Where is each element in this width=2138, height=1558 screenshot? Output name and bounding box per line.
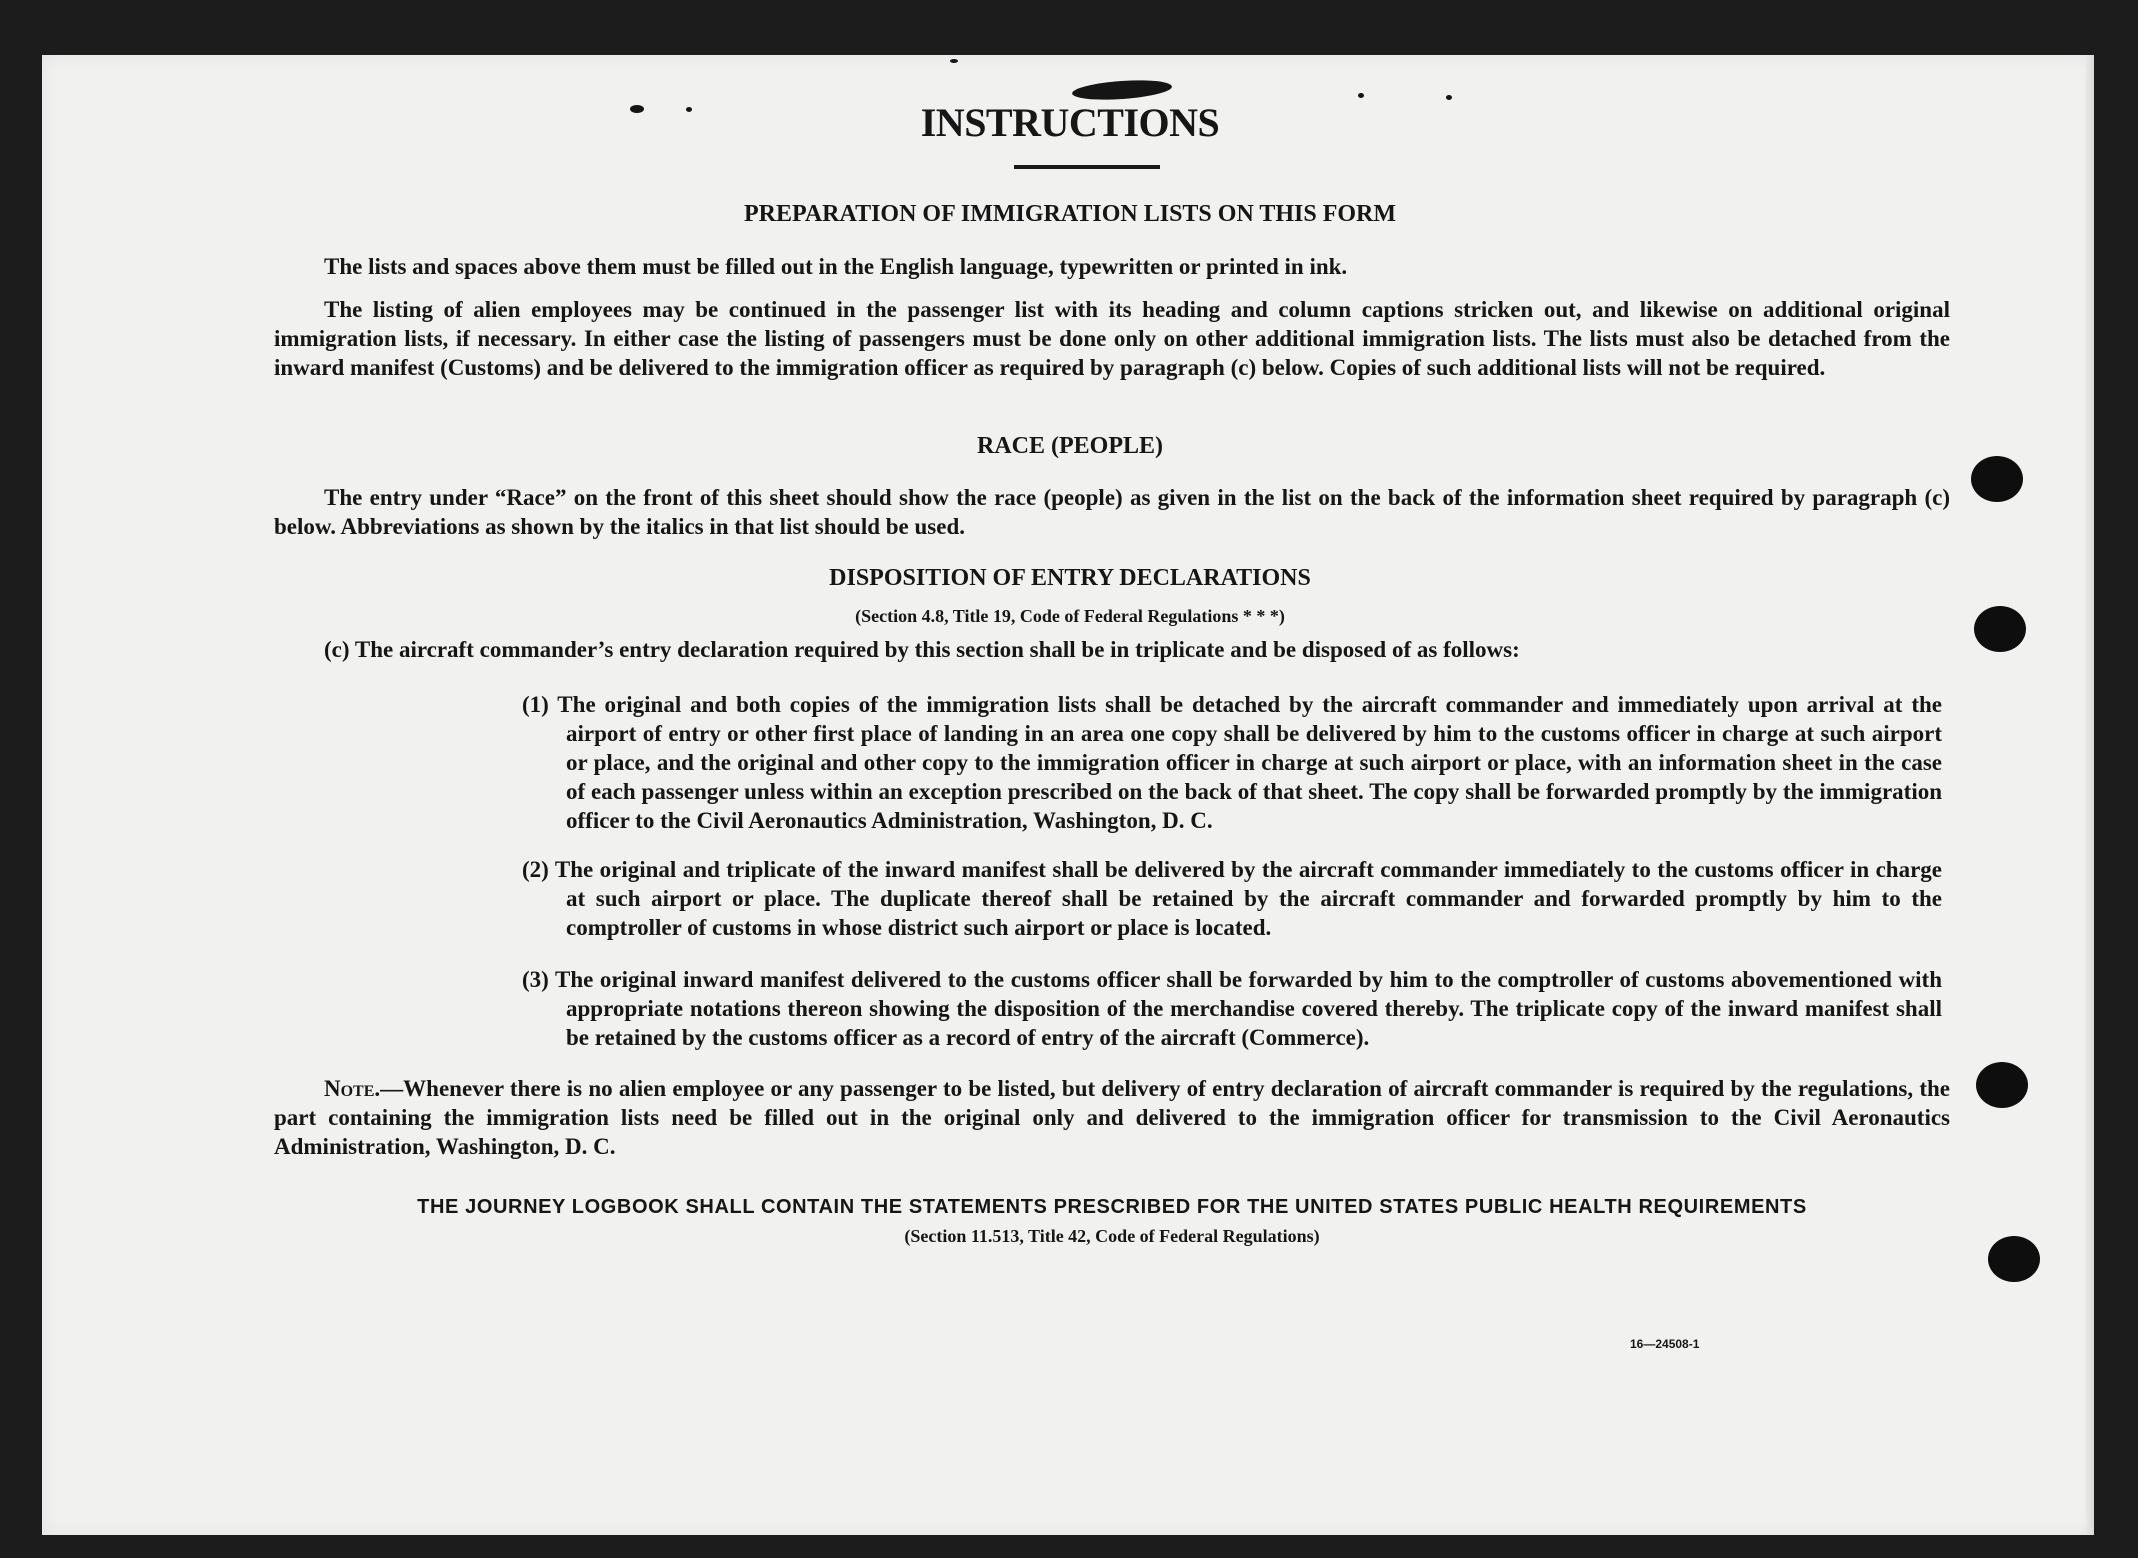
punch-hole [1976, 1062, 2028, 1108]
document-sheet [42, 55, 2094, 1535]
heading-race: RACE (PEOPLE) [977, 433, 1163, 459]
paragraph-race: The entry under “Race” on the front of this sheet should show the race (people) as given in the list on the back of the information sheet required by paragraph (c) below. Abbreviations as shown by the italics in that list should be used. [274, 485, 1950, 539]
page-title: INSTRUCTIONS [920, 100, 1220, 145]
ink-speck [1358, 93, 1364, 98]
paragraph-c-intro: (c) The aircraft commander’s entry declaration required by this section shall be in triplicate and be disposed of as follows: [324, 637, 1520, 662]
paragraph-alien-employees: The listing of alien employees may be continued in the passenger list with its heading and column captions stricken out, and likewise on additional original immigration lists, if necessary. In either case the listing of passengers must be done only on other additional immigration lists. The lists must also be detached from the inward manifest (Customs) and be delivered to the immigration officer as required by paragraph (c) below. Copies of such additional lists will not be required. [274, 297, 1950, 380]
sheet-edge [2086, 55, 2094, 1535]
punch-hole [1971, 456, 2023, 502]
heading-preparation: PREPARATION OF IMMIGRATION LISTS ON THIS FORM [743, 201, 1397, 227]
form-number: 16—24508-1 [1630, 1337, 1700, 1351]
subheading-section-4-8: (Section 4.8, Title 19, Code of Federal Regulations * * *) [855, 606, 1285, 626]
note-text: —Whenever there is no alien employee or any passenger to be listed, but delivery of entry declaration of aircraft commander is required by the regulations, the part containing the immigration lists need be filled out in the original only and delivered to the immigration officer for transmission to the Civil Aeronautics Administration, Washington, D. C. [274, 1076, 1950, 1159]
note-label: Note. [324, 1076, 381, 1101]
footer-section-11-513: (Section 11.513, Title 42, Code of Federal Regulations) [904, 1226, 1320, 1246]
heading-disposition: DISPOSITION OF ENTRY DECLARATIONS [829, 565, 1311, 591]
list-item-1: (1) The original and both copies of the immigration lists shall be detached by the aircraft commander and immediately upon arrival at the airport of entry or other first place of landing in an area one copy shall be delivered by him to the customs officer in charge at such airport or place, and the original and other copy to the immigration officer in charge at such airport or place, with an information sheet in the case of each passenger unless within an exception prescribed on the back of that sheet. The copy shall be forwarded promptly by the immigration officer to the Civil Aeronautics Administration, Washington, D. C. [522, 692, 1942, 833]
punch-hole [1988, 1236, 2040, 1282]
ink-speck [950, 59, 958, 63]
title-underline [1014, 165, 1160, 169]
punch-hole [1974, 606, 2026, 652]
list-item-2: (2) The original and triplicate of the inward manifest shall be delivered by the aircraft commander immediately to the customs officer in charge at such airport or place. The duplicate thereof shall be retained by the aircraft commander and forwarded promptly by him to the comptroller of customs in whose district such airport or place is located. [522, 857, 1942, 940]
footer-logbook-line: THE JOURNEY LOGBOOK SHALL CONTAIN THE STATEMENTS PRESCRIBED FOR THE UNITED STATES PUBLIC HEALTH REQUIREMENTS [417, 1196, 1807, 1218]
list-item-3: (3) The original inward manifest delivered to the customs officer shall be forwarded by him to the comptroller of customs abovementioned with appropriate notations thereon showing the disposition of the merchandise covered thereby. The triplicate copy of the inward manifest shall be retained by the customs officer as a record of entry of the aircraft (Commerce). [522, 967, 1942, 1050]
note-paragraph [274, 1074, 1950, 1161]
paragraph-language: The lists and spaces above them must be filled out in the English language, typewritten or printed in ink. [324, 254, 1348, 279]
